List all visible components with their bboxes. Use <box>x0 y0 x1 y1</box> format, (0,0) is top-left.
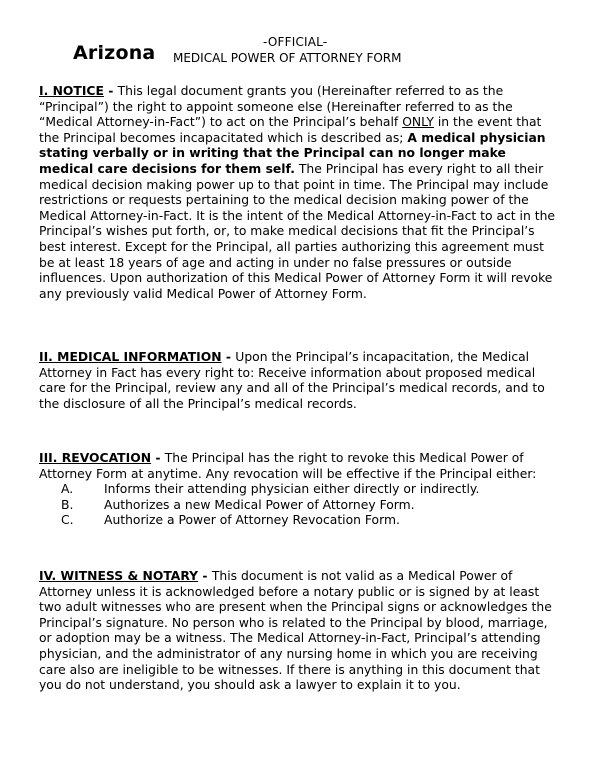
list-item <box>39 482 561 498</box>
witness-text: This document is not valid as a Medical Power of Attorney unless it is acknowledged before a notary public or is signed by at least two adult witnesses who are present when the Principal signs or acknowledges the Principal’s signature. No person who is related to the Principal by blood, marriage, or adoption may be a witness. The Medical Attorney-in-Fact, Principal’s attending physician, and the administrator of any nursing home in which you are receiving care also are ineligible to be witnesses. If there is anything in this document that you do not understand, you should ask a lawyer to explain it to you. <box>39 569 552 693</box>
form-title: MEDICAL POWER OF ATTORNEY FORM <box>173 51 402 65</box>
notice-text-b: in the event that the Principal becomes incapacitated which is described as; <box>39 115 542 145</box>
list-marker: A. <box>61 482 74 497</box>
medical-info-dash: - <box>221 350 236 364</box>
state-name: Arizona <box>73 42 156 64</box>
notice-text-c: The Principal has every right to all their medical decision making power up to that point in time. The Principal may include restrictions or requests pertaining to the medical decision making power of the Medical Attorney-in-Fact. It is the intent of the Medical Attorney-in-Fact to act in the Principal’s wishes put forth, or, to make medical decisions that fit the Principal’s best interest. Except for the Principal, all parties authorizing this agreement must be at least 18 years of age and acting in under no false pressures or outside influences. Upon authorization of this Medical Power of Attorney Form it will revoke any previously valid Medical Power of Attorney Form. <box>39 161 555 301</box>
list-marker: C. <box>61 513 74 528</box>
witness-heading: IV. WITNESS & NOTARY <box>39 569 199 583</box>
form-header <box>0 32 595 68</box>
revocation-list <box>39 482 561 529</box>
notice-heading: I. NOTICE <box>39 84 104 98</box>
revocation-text: The Principal has the right to revoke this Medical Power of Attorney Form at anytime. Any revocation will be effective if the Principal either: <box>39 451 537 481</box>
notice-section <box>39 84 561 302</box>
medical-info-heading: II. MEDICAL INFORMATION <box>39 350 222 364</box>
notice-bold: A medical physician stating verbally or in writing that the Principal can no longer make medical care decisions for them self. <box>39 130 546 176</box>
witness-section <box>39 569 561 694</box>
notice-dash: - <box>103 84 118 98</box>
revocation-section <box>39 451 561 529</box>
notice-text-a: This legal document grants you (Hereinafter referred to as the “Principal”) the right to appoint someone else (Hereinafter referred to as the “Medical Attorney-in-Fact”) to act on the Principal’s behalf <box>39 84 513 130</box>
list-marker: B. <box>61 497 74 512</box>
revocation-heading: III. REVOCATION <box>39 451 152 465</box>
witness-dash: - <box>198 569 212 583</box>
list-item-text: Authorizes a new Medical Power of Attorney Form. <box>104 497 415 512</box>
medical-info-section <box>39 350 561 412</box>
list-item <box>39 498 561 514</box>
list-item <box>39 513 561 529</box>
revocation-dash: - <box>151 451 165 465</box>
revocation-paragraph <box>39 451 561 482</box>
list-item-text: Informs their attending physician either directly or indirectly. <box>104 482 480 497</box>
official-label: -OFFICIAL- <box>263 35 328 49</box>
medical-info-text: Upon the Principal’s incapacitation, the Medical Attorney in Fact has every right to: Receive information about proposed medical care for the Principal, review any and all of the Principal’s medical records, and to the disclosure of all the Principal’s medical records. <box>39 350 545 411</box>
list-item-text: Authorize a Power of Attorney Revocation Form. <box>104 513 400 528</box>
notice-only: ONLY <box>402 115 434 130</box>
